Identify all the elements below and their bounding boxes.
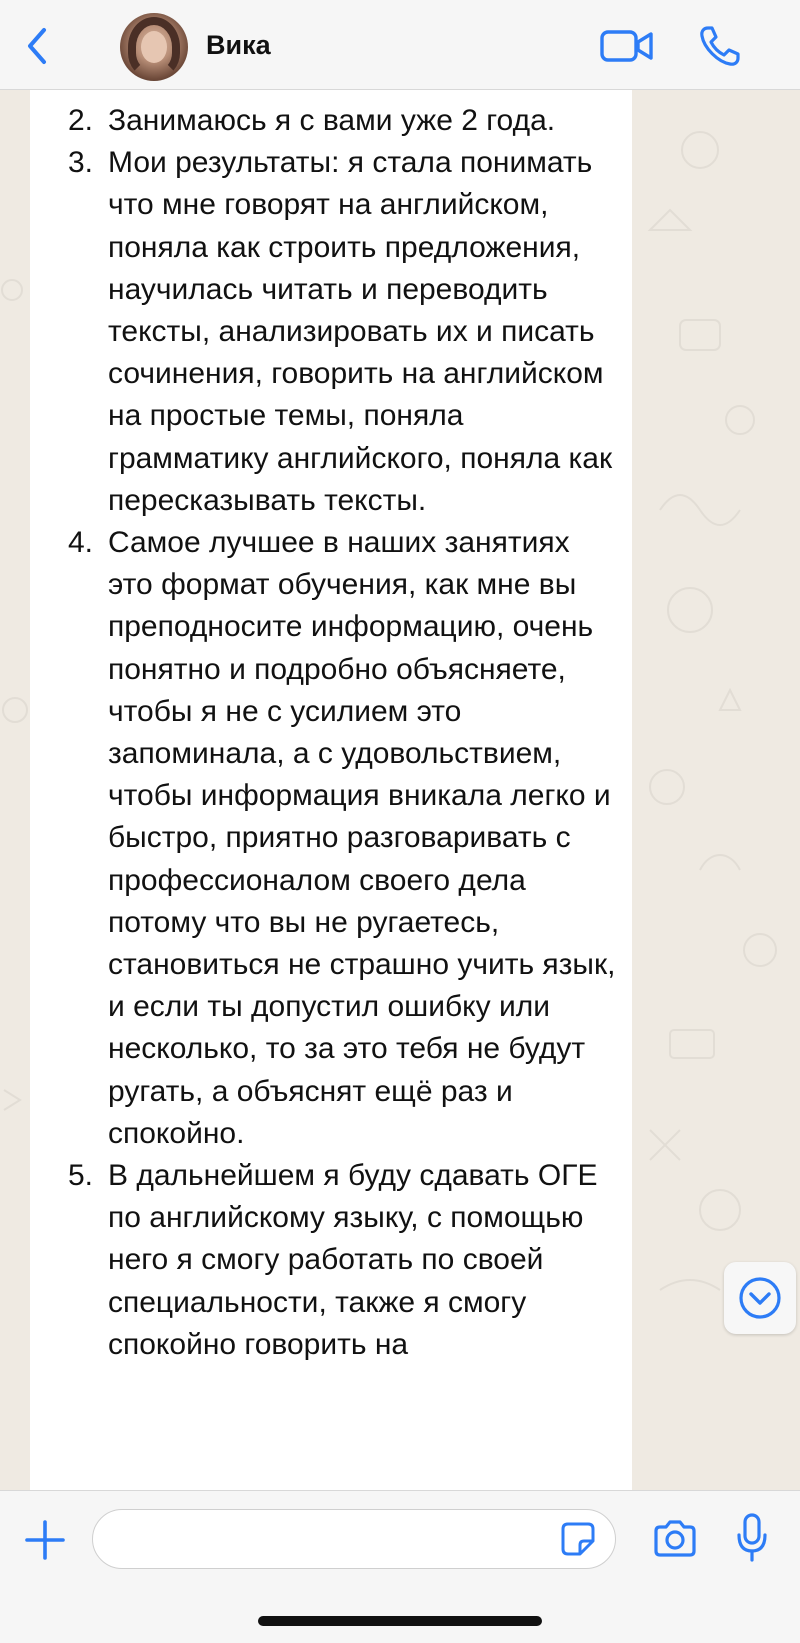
chat-area[interactable] xyxy=(0,90,800,1490)
sticker-button[interactable] xyxy=(560,1521,596,1557)
list-number: 2. xyxy=(68,104,94,137)
list-number: 3. xyxy=(68,146,94,180)
message-text xyxy=(30,100,632,1366)
list-item xyxy=(30,100,632,142)
list-item xyxy=(30,142,632,522)
list-item xyxy=(30,1155,632,1366)
video-call-button[interactable] xyxy=(600,26,654,66)
scroll-to-bottom-button[interactable] xyxy=(724,1262,796,1334)
voice-message-button[interactable] xyxy=(736,1513,768,1563)
list-text: Мои результаты: я стала понимать что мне говорят на английском, поняла как строить предложения, научилась читать и переводить тексты, анализировать их и писать сочинения, говорить на английском на простые темы, поняла грамматику английского, поняла как пересказывать тексты. xyxy=(108,146,613,517)
attach-button[interactable] xyxy=(24,1519,66,1561)
video-camera-icon xyxy=(600,26,654,66)
message-input[interactable] xyxy=(92,1509,616,1569)
phone-icon xyxy=(698,24,742,68)
chat-header xyxy=(0,0,800,90)
list-number: 4. xyxy=(68,526,94,560)
plus-icon xyxy=(24,1519,66,1561)
list-item xyxy=(30,522,632,1155)
contact-name[interactable]: Вика xyxy=(206,30,271,60)
sticker-icon xyxy=(560,1521,596,1557)
camera-icon xyxy=(652,1519,698,1559)
list-number: 5. xyxy=(68,1159,94,1193)
home-indicator xyxy=(258,1616,542,1626)
microphone-icon xyxy=(736,1513,768,1563)
back-button[interactable] xyxy=(20,26,56,66)
list-text: В дальнейшем я буду сдавать ОГЕ по английскому языку, с помощью него я смогу работать по своей специальности, также я смогу спокойно говорить на xyxy=(108,1159,598,1361)
list-text: Занимаюсь я с вами уже 2 года. xyxy=(108,104,556,137)
chevron-down-circle-icon xyxy=(738,1276,782,1320)
chevron-left-icon xyxy=(20,26,56,66)
camera-button[interactable] xyxy=(652,1519,698,1559)
list-text: Самое лучшее в наших занятиях это формат обучения, как мне вы преподносите информацию, очень понятно и подробно объясняете, чтобы я не с усилием это запоминала, а с удовольствием, чтобы информация вникала легко и быстро, приятно разговаривать с профессионалом своего дела потому что вы не ругаетесь, становиться не страшно учить язык, и если ты допустил ошибку или несколько, то за это тебя не будут ругать, а объяснят ещё раз и спокойно. xyxy=(108,526,616,1150)
avatar[interactable] xyxy=(120,13,188,81)
message-bubble[interactable] xyxy=(30,90,632,1490)
voice-call-button[interactable] xyxy=(698,24,742,68)
